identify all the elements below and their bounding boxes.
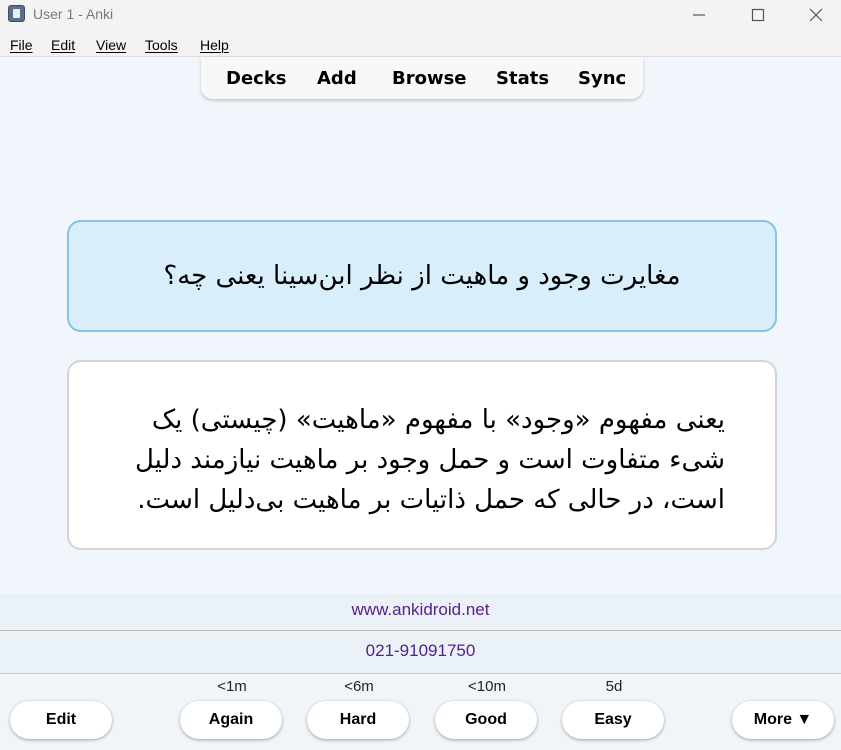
again-interval: <1m bbox=[217, 678, 247, 695]
menu-edit[interactable]: Edit bbox=[51, 37, 76, 53]
minimize-icon[interactable] bbox=[670, 0, 728, 30]
phone-number: 021-91091750 bbox=[365, 641, 476, 660]
more-button[interactable]: More ▼ bbox=[732, 701, 834, 739]
hard-interval: <6m bbox=[344, 678, 374, 695]
card-answer bbox=[67, 360, 777, 550]
website-strip bbox=[0, 594, 841, 631]
menu-bar bbox=[0, 32, 841, 57]
easy-button[interactable]: Easy bbox=[562, 701, 664, 739]
window-title: User 1 - Anki bbox=[33, 6, 114, 22]
good-interval: <10m bbox=[468, 678, 506, 695]
menu-help[interactable]: Help bbox=[200, 37, 229, 53]
card-question bbox=[67, 220, 777, 332]
maximize-icon[interactable] bbox=[729, 0, 787, 30]
again-button[interactable]: Again bbox=[180, 701, 282, 739]
easy-interval: 5d bbox=[605, 678, 623, 695]
good-button[interactable]: Good bbox=[435, 701, 537, 739]
phone-strip bbox=[0, 631, 841, 674]
sync-button[interactable]: Sync bbox=[578, 68, 627, 89]
add-button[interactable]: Add bbox=[317, 68, 357, 89]
anki-app-icon bbox=[8, 5, 25, 22]
edit-button[interactable]: Edit bbox=[10, 701, 112, 739]
menu-view[interactable]: View bbox=[96, 37, 127, 53]
title-bar bbox=[0, 0, 841, 30]
answer-text: یعنی مفهوم «وجود» با مفهوم «ماهیت» (چیستی) یک شیء متفاوت است و حمل وجود بر ماهیت نیازمند دلیل است، در حالی که حمل ذاتیات بر ماهیت بی‌دلیل است. bbox=[134, 405, 725, 515]
stats-button[interactable]: Stats bbox=[496, 68, 550, 89]
decks-button[interactable]: Decks bbox=[226, 68, 287, 89]
hard-button[interactable]: Hard bbox=[307, 701, 409, 739]
menu-file[interactable]: File bbox=[10, 37, 33, 53]
browse-button[interactable]: Browse bbox=[392, 68, 467, 89]
website-link[interactable]: www.ankidroid.net bbox=[351, 600, 490, 619]
main-toolbar bbox=[201, 57, 643, 99]
menu-tools[interactable]: Tools bbox=[145, 37, 178, 53]
close-icon[interactable] bbox=[787, 0, 841, 30]
answer-bar bbox=[0, 674, 841, 750]
question-text: مغایرت وجود و ماهیت از نظر ابن‌سینا یعنی چه؟ bbox=[163, 261, 681, 291]
